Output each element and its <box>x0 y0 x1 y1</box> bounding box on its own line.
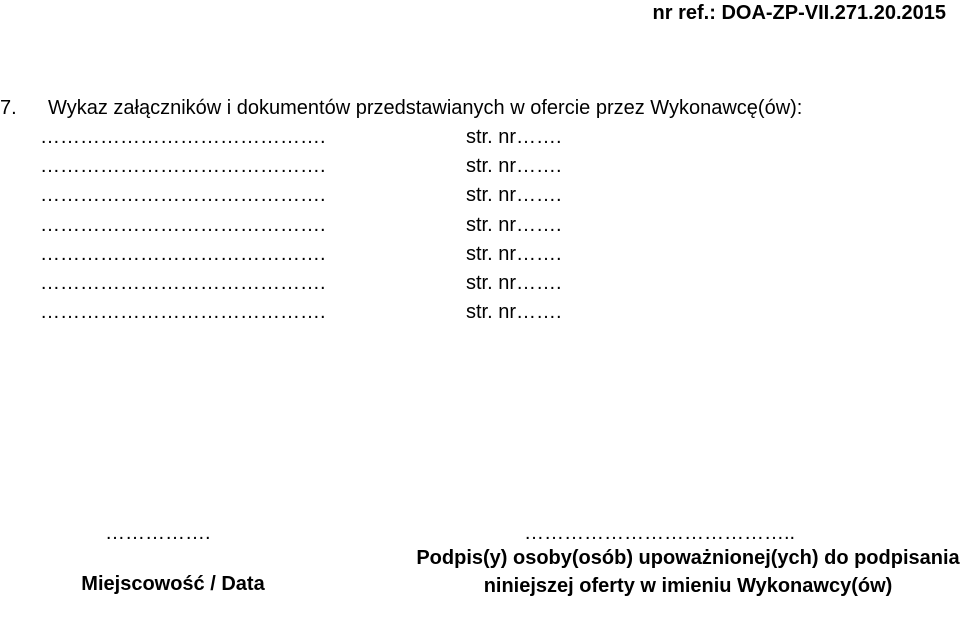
attachment-name-blank: ……………………………………. <box>40 155 326 178</box>
attachment-name-blank: ……………………………………. <box>40 301 326 324</box>
attachment-page-number: str. nr……. <box>466 213 562 236</box>
attachment-name-blank: ……………………………………. <box>40 213 326 236</box>
place-date-blank: ……………. <box>105 522 211 544</box>
section-title: Wykaz załączników i dokumentów przedstawianych w ofercie przez Wykonawcę(ów): <box>48 97 803 119</box>
signature-blank: ………………………………….. <box>524 522 796 544</box>
attachment-page-number: str. nr……. <box>466 126 562 148</box>
attachment-name-blank: ……………………………………. <box>40 242 326 265</box>
place-date-label: Miejscowość / Data <box>81 573 265 595</box>
attachment-name-blank: ……………………………………. <box>40 271 326 294</box>
attachment-page-number: str. nr……. <box>466 184 562 207</box>
signature-label: Podpis(y) osoby(osób) upoważnionej(ych) do podpisania niniejszej oferty w imieniu Wykonawcy(ów) <box>416 547 960 597</box>
attachment-page-number: str. nr……. <box>466 155 562 178</box>
attachment-page-number: str. nr……. <box>466 271 562 294</box>
attachment-name-blank: ……………………………………. <box>40 184 326 207</box>
attachment-page-number: str. nr……. <box>466 301 562 324</box>
reference-number: nr ref.: DOA-ZP-VII.271.20.2015 <box>652 2 946 24</box>
attachment-name-blank: ……………………………………. <box>40 126 326 148</box>
section-number: 7. <box>0 97 17 119</box>
attachment-page-number: str. nr……. <box>466 242 562 265</box>
